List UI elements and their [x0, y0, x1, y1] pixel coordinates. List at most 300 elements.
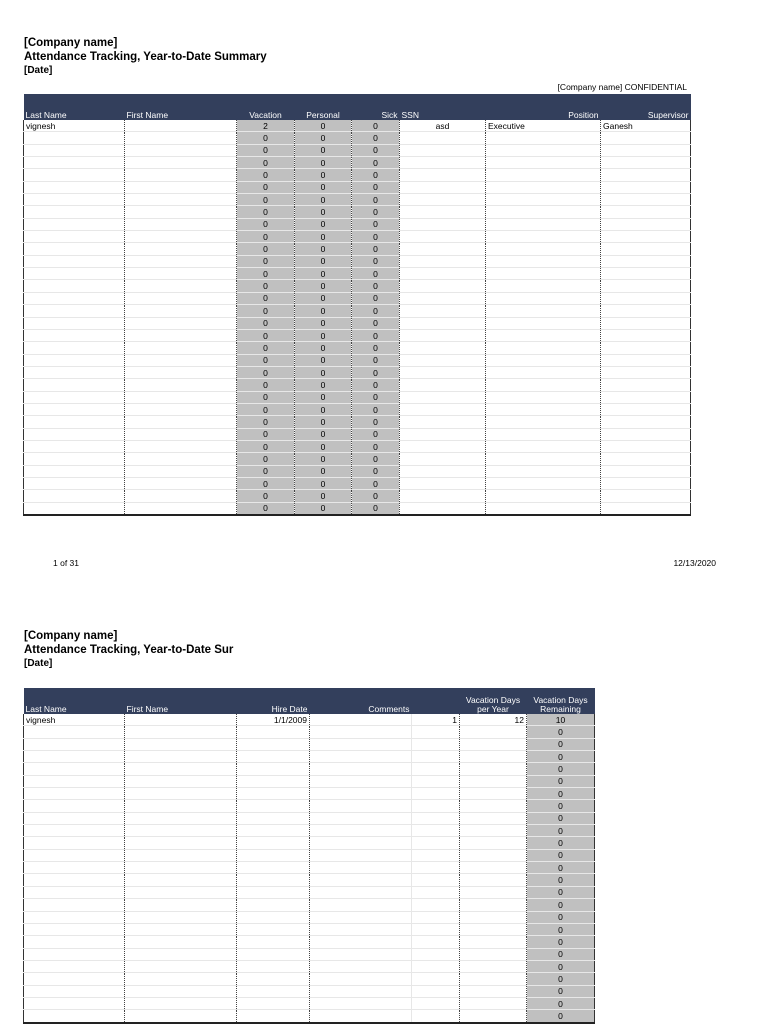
- cell-personal[interactable]: 0: [295, 416, 352, 428]
- cell-first-name[interactable]: [125, 985, 237, 997]
- cell-first-name[interactable]: [125, 243, 237, 255]
- cell-sick[interactable]: 0: [352, 305, 400, 317]
- cell-last-name[interactable]: [24, 305, 125, 317]
- cell-position[interactable]: [486, 342, 601, 354]
- cell-days-remaining[interactable]: 10: [527, 714, 595, 726]
- cell-first-name[interactable]: [125, 911, 237, 923]
- cell-personal[interactable]: 0: [295, 342, 352, 354]
- cell-last-name[interactable]: [24, 775, 125, 787]
- cell-vacation[interactable]: 0: [237, 157, 295, 169]
- cell-hire-date[interactable]: [237, 936, 310, 948]
- cell-sick[interactable]: 0: [352, 181, 400, 193]
- cell-last-name[interactable]: [24, 997, 125, 1009]
- cell-last-name[interactable]: [24, 329, 125, 341]
- cell-first-name[interactable]: [125, 862, 237, 874]
- cell-last-name[interactable]: [24, 354, 125, 366]
- cell-ssn[interactable]: [400, 243, 486, 255]
- cell-last-name[interactable]: [24, 132, 125, 144]
- cell-first-name[interactable]: [125, 144, 237, 156]
- cell-position[interactable]: [486, 403, 601, 415]
- cell-personal[interactable]: 0: [295, 157, 352, 169]
- cell-last-name[interactable]: [24, 255, 125, 267]
- cell-supervisor[interactable]: [601, 280, 691, 292]
- cell-first-name[interactable]: [125, 923, 237, 935]
- cell-position[interactable]: [486, 354, 601, 366]
- cell-hire-date[interactable]: [237, 997, 310, 1009]
- cell-sick[interactable]: 0: [352, 379, 400, 391]
- cell-personal[interactable]: 0: [295, 268, 352, 280]
- cell-first-name[interactable]: [125, 936, 237, 948]
- cell-supervisor[interactable]: [601, 268, 691, 280]
- cell-hire-date[interactable]: [237, 849, 310, 861]
- cell-days-per-year[interactable]: [460, 960, 527, 972]
- cell-vacation[interactable]: 0: [237, 194, 295, 206]
- cell-hire-date[interactable]: [237, 923, 310, 935]
- cell-supervisor[interactable]: [601, 317, 691, 329]
- cell-ssn[interactable]: [400, 255, 486, 267]
- cell-sick[interactable]: 0: [352, 120, 400, 132]
- cell-first-name[interactable]: [125, 812, 237, 824]
- cell-supervisor[interactable]: [601, 157, 691, 169]
- cell-extra[interactable]: [412, 936, 460, 948]
- cell-comments[interactable]: [310, 997, 412, 1009]
- cell-extra[interactable]: [412, 763, 460, 775]
- cell-last-name[interactable]: [24, 960, 125, 972]
- cell-ssn[interactable]: [400, 416, 486, 428]
- cell-position[interactable]: [486, 465, 601, 477]
- cell-supervisor[interactable]: [601, 329, 691, 341]
- cell-hire-date[interactable]: [237, 812, 310, 824]
- cell-first-name[interactable]: [125, 157, 237, 169]
- cell-first-name[interactable]: [125, 726, 237, 738]
- cell-vacation[interactable]: 0: [237, 132, 295, 144]
- cell-comments[interactable]: [310, 936, 412, 948]
- cell-first-name[interactable]: [125, 329, 237, 341]
- cell-ssn[interactable]: [400, 280, 486, 292]
- cell-last-name[interactable]: [24, 465, 125, 477]
- cell-sick[interactable]: 0: [352, 366, 400, 378]
- cell-supervisor[interactable]: [601, 206, 691, 218]
- cell-comments[interactable]: [310, 775, 412, 787]
- cell-days-remaining[interactable]: 0: [527, 1010, 595, 1023]
- cell-first-name[interactable]: [125, 342, 237, 354]
- cell-extra[interactable]: [412, 726, 460, 738]
- cell-hire-date[interactable]: [237, 862, 310, 874]
- cell-first-name[interactable]: [125, 849, 237, 861]
- cell-sick[interactable]: 0: [352, 440, 400, 452]
- cell-last-name[interactable]: [24, 181, 125, 193]
- cell-first-name[interactable]: [125, 218, 237, 230]
- cell-ssn[interactable]: [400, 218, 486, 230]
- cell-last-name[interactable]: [24, 763, 125, 775]
- cell-sick[interactable]: 0: [352, 157, 400, 169]
- cell-days-remaining[interactable]: 0: [527, 948, 595, 960]
- cell-days-per-year[interactable]: [460, 738, 527, 750]
- cell-personal[interactable]: 0: [295, 280, 352, 292]
- cell-days-remaining[interactable]: 0: [527, 874, 595, 886]
- cell-supervisor[interactable]: [601, 144, 691, 156]
- cell-sick[interactable]: 0: [352, 292, 400, 304]
- cell-sick[interactable]: 0: [352, 255, 400, 267]
- cell-personal[interactable]: 0: [295, 206, 352, 218]
- cell-hire-date[interactable]: [237, 751, 310, 763]
- cell-sick[interactable]: 0: [352, 490, 400, 502]
- cell-vacation[interactable]: 0: [237, 218, 295, 230]
- cell-days-remaining[interactable]: 0: [527, 936, 595, 948]
- cell-personal[interactable]: 0: [295, 231, 352, 243]
- cell-position[interactable]: [486, 292, 601, 304]
- cell-ssn[interactable]: asd: [400, 120, 486, 132]
- cell-first-name[interactable]: [125, 391, 237, 403]
- cell-personal[interactable]: 0: [295, 403, 352, 415]
- cell-last-name[interactable]: [24, 911, 125, 923]
- cell-days-per-year[interactable]: [460, 788, 527, 800]
- cell-last-name[interactable]: [24, 849, 125, 861]
- cell-first-name[interactable]: [125, 132, 237, 144]
- cell-last-name[interactable]: [24, 490, 125, 502]
- cell-first-name[interactable]: [125, 440, 237, 452]
- cell-last-name[interactable]: [24, 936, 125, 948]
- cell-days-remaining[interactable]: 0: [527, 911, 595, 923]
- cell-vacation[interactable]: 0: [237, 416, 295, 428]
- cell-first-name[interactable]: [125, 751, 237, 763]
- cell-hire-date[interactable]: [237, 985, 310, 997]
- cell-extra[interactable]: [412, 985, 460, 997]
- cell-first-name[interactable]: [125, 181, 237, 193]
- cell-first-name[interactable]: [125, 477, 237, 489]
- cell-personal[interactable]: 0: [295, 169, 352, 181]
- cell-days-remaining[interactable]: 0: [527, 923, 595, 935]
- cell-first-name[interactable]: [125, 899, 237, 911]
- cell-comments[interactable]: [310, 985, 412, 997]
- cell-hire-date[interactable]: [237, 899, 310, 911]
- cell-supervisor[interactable]: [601, 255, 691, 267]
- cell-personal[interactable]: 0: [295, 255, 352, 267]
- cell-personal[interactable]: 0: [295, 354, 352, 366]
- cell-position[interactable]: [486, 379, 601, 391]
- cell-days-per-year[interactable]: [460, 862, 527, 874]
- cell-first-name[interactable]: [125, 305, 237, 317]
- cell-supervisor[interactable]: [601, 342, 691, 354]
- cell-last-name[interactable]: [24, 862, 125, 874]
- cell-position[interactable]: [486, 280, 601, 292]
- cell-days-remaining[interactable]: 0: [527, 738, 595, 750]
- cell-ssn[interactable]: [400, 403, 486, 415]
- cell-comments[interactable]: [310, 837, 412, 849]
- cell-ssn[interactable]: [400, 268, 486, 280]
- cell-comments[interactable]: [310, 862, 412, 874]
- cell-days-remaining[interactable]: 0: [527, 763, 595, 775]
- cell-days-remaining[interactable]: 0: [527, 751, 595, 763]
- cell-last-name[interactable]: [24, 317, 125, 329]
- cell-sick[interactable]: 0: [352, 169, 400, 181]
- cell-ssn[interactable]: [400, 329, 486, 341]
- cell-days-per-year[interactable]: [460, 874, 527, 886]
- cell-last-name[interactable]: [24, 169, 125, 181]
- cell-position[interactable]: [486, 194, 601, 206]
- cell-sick[interactable]: 0: [352, 453, 400, 465]
- cell-ssn[interactable]: [400, 132, 486, 144]
- cell-days-remaining[interactable]: 0: [527, 812, 595, 824]
- cell-comments[interactable]: [310, 874, 412, 886]
- cell-first-name[interactable]: [125, 874, 237, 886]
- cell-ssn[interactable]: [400, 181, 486, 193]
- cell-position[interactable]: [486, 366, 601, 378]
- cell-personal[interactable]: 0: [295, 428, 352, 440]
- cell-first-name[interactable]: [125, 428, 237, 440]
- cell-vacation[interactable]: 0: [237, 231, 295, 243]
- cell-sick[interactable]: 0: [352, 268, 400, 280]
- cell-last-name[interactable]: [24, 206, 125, 218]
- cell-ssn[interactable]: [400, 477, 486, 489]
- cell-extra[interactable]: [412, 862, 460, 874]
- cell-days-remaining[interactable]: 0: [527, 788, 595, 800]
- cell-personal[interactable]: 0: [295, 181, 352, 193]
- cell-supervisor[interactable]: [601, 428, 691, 440]
- cell-sick[interactable]: 0: [352, 194, 400, 206]
- cell-first-name[interactable]: [125, 997, 237, 1009]
- cell-extra[interactable]: [412, 825, 460, 837]
- cell-last-name[interactable]: [24, 800, 125, 812]
- cell-extra[interactable]: [412, 960, 460, 972]
- cell-ssn[interactable]: [400, 342, 486, 354]
- cell-supervisor[interactable]: [601, 465, 691, 477]
- cell-sick[interactable]: 0: [352, 465, 400, 477]
- cell-sick[interactable]: 0: [352, 477, 400, 489]
- cell-days-per-year[interactable]: [460, 948, 527, 960]
- cell-days-remaining[interactable]: 0: [527, 886, 595, 898]
- cell-first-name[interactable]: [125, 490, 237, 502]
- cell-ssn[interactable]: [400, 305, 486, 317]
- cell-sick[interactable]: 0: [352, 218, 400, 230]
- cell-sick[interactable]: 0: [352, 280, 400, 292]
- cell-days-remaining[interactable]: 0: [527, 985, 595, 997]
- cell-vacation[interactable]: 0: [237, 403, 295, 415]
- cell-supervisor[interactable]: [601, 169, 691, 181]
- cell-last-name[interactable]: [24, 923, 125, 935]
- cell-position[interactable]: [486, 243, 601, 255]
- cell-first-name[interactable]: [125, 788, 237, 800]
- cell-ssn[interactable]: [400, 144, 486, 156]
- cell-personal[interactable]: 0: [295, 292, 352, 304]
- cell-comments[interactable]: [310, 738, 412, 750]
- cell-first-name[interactable]: [125, 948, 237, 960]
- cell-comments[interactable]: [310, 812, 412, 824]
- cell-first-name[interactable]: [125, 738, 237, 750]
- cell-days-per-year[interactable]: [460, 763, 527, 775]
- cell-vacation[interactable]: 0: [237, 502, 295, 515]
- cell-last-name[interactable]: [24, 886, 125, 898]
- cell-last-name[interactable]: [24, 416, 125, 428]
- cell-last-name[interactable]: [24, 453, 125, 465]
- cell-supervisor[interactable]: Ganesh: [601, 120, 691, 132]
- cell-position[interactable]: [486, 132, 601, 144]
- cell-extra[interactable]: [412, 812, 460, 824]
- cell-vacation[interactable]: 0: [237, 428, 295, 440]
- cell-last-name[interactable]: [24, 292, 125, 304]
- cell-first-name[interactable]: [125, 886, 237, 898]
- cell-supervisor[interactable]: [601, 194, 691, 206]
- cell-personal[interactable]: 0: [295, 305, 352, 317]
- cell-supervisor[interactable]: [601, 416, 691, 428]
- cell-days-per-year[interactable]: [460, 726, 527, 738]
- cell-sick[interactable]: 0: [352, 231, 400, 243]
- cell-first-name[interactable]: [125, 800, 237, 812]
- cell-days-per-year[interactable]: [460, 800, 527, 812]
- cell-days-remaining[interactable]: 0: [527, 899, 595, 911]
- cell-extra[interactable]: [412, 874, 460, 886]
- cell-first-name[interactable]: [125, 416, 237, 428]
- cell-last-name[interactable]: [24, 391, 125, 403]
- cell-days-per-year[interactable]: [460, 936, 527, 948]
- cell-extra[interactable]: [412, 886, 460, 898]
- cell-last-name[interactable]: [24, 428, 125, 440]
- cell-hire-date[interactable]: [237, 800, 310, 812]
- cell-vacation[interactable]: 0: [237, 317, 295, 329]
- cell-hire-date[interactable]: [237, 726, 310, 738]
- cell-vacation[interactable]: 0: [237, 379, 295, 391]
- cell-last-name[interactable]: [24, 157, 125, 169]
- cell-personal[interactable]: 0: [295, 477, 352, 489]
- cell-extra[interactable]: [412, 751, 460, 763]
- cell-position[interactable]: [486, 490, 601, 502]
- cell-sick[interactable]: 0: [352, 144, 400, 156]
- cell-first-name[interactable]: [125, 973, 237, 985]
- cell-days-per-year[interactable]: [460, 911, 527, 923]
- cell-first-name[interactable]: [125, 206, 237, 218]
- cell-ssn[interactable]: [400, 453, 486, 465]
- cell-days-per-year[interactable]: [460, 973, 527, 985]
- cell-vacation[interactable]: 0: [237, 268, 295, 280]
- cell-days-per-year[interactable]: [460, 886, 527, 898]
- cell-days-per-year[interactable]: [460, 751, 527, 763]
- cell-ssn[interactable]: [400, 354, 486, 366]
- cell-extra[interactable]: [412, 923, 460, 935]
- cell-last-name[interactable]: [24, 502, 125, 515]
- cell-sick[interactable]: 0: [352, 416, 400, 428]
- cell-position[interactable]: [486, 453, 601, 465]
- cell-supervisor[interactable]: [601, 502, 691, 515]
- cell-hire-date[interactable]: [237, 960, 310, 972]
- cell-position[interactable]: [486, 305, 601, 317]
- cell-supervisor[interactable]: [601, 453, 691, 465]
- cell-last-name[interactable]: [24, 342, 125, 354]
- cell-comments[interactable]: [310, 1010, 412, 1023]
- cell-days-per-year[interactable]: 12: [460, 714, 527, 726]
- cell-position[interactable]: [486, 231, 601, 243]
- cell-last-name[interactable]: [24, 243, 125, 255]
- cell-sick[interactable]: 0: [352, 329, 400, 341]
- cell-ssn[interactable]: [400, 428, 486, 440]
- cell-first-name[interactable]: [125, 255, 237, 267]
- cell-extra[interactable]: [412, 800, 460, 812]
- cell-days-remaining[interactable]: 0: [527, 726, 595, 738]
- cell-hire-date[interactable]: 1/1/2009: [237, 714, 310, 726]
- cell-vacation[interactable]: 0: [237, 329, 295, 341]
- cell-personal[interactable]: 0: [295, 243, 352, 255]
- cell-hire-date[interactable]: [237, 874, 310, 886]
- cell-comments[interactable]: [310, 923, 412, 935]
- cell-hire-date[interactable]: [237, 738, 310, 750]
- cell-supervisor[interactable]: [601, 305, 691, 317]
- cell-comments[interactable]: [310, 849, 412, 861]
- cell-extra[interactable]: [412, 738, 460, 750]
- cell-first-name[interactable]: [125, 403, 237, 415]
- cell-days-remaining[interactable]: 0: [527, 862, 595, 874]
- cell-sick[interactable]: 0: [352, 132, 400, 144]
- cell-first-name[interactable]: [125, 1010, 237, 1023]
- cell-vacation[interactable]: 0: [237, 169, 295, 181]
- cell-first-name[interactable]: [125, 465, 237, 477]
- cell-ssn[interactable]: [400, 391, 486, 403]
- cell-last-name[interactable]: [24, 738, 125, 750]
- cell-first-name[interactable]: [125, 231, 237, 243]
- cell-ssn[interactable]: [400, 231, 486, 243]
- cell-comments[interactable]: [310, 763, 412, 775]
- cell-vacation[interactable]: 0: [237, 206, 295, 218]
- cell-supervisor[interactable]: [601, 403, 691, 415]
- cell-extra[interactable]: [412, 775, 460, 787]
- cell-supervisor[interactable]: [601, 379, 691, 391]
- cell-comments[interactable]: [310, 886, 412, 898]
- cell-days-per-year[interactable]: [460, 849, 527, 861]
- cell-hire-date[interactable]: [237, 911, 310, 923]
- cell-last-name[interactable]: [24, 726, 125, 738]
- cell-last-name[interactable]: [24, 366, 125, 378]
- cell-last-name[interactable]: [24, 268, 125, 280]
- cell-supervisor[interactable]: [601, 243, 691, 255]
- cell-position[interactable]: [486, 181, 601, 193]
- cell-days-remaining[interactable]: 0: [527, 775, 595, 787]
- cell-sick[interactable]: 0: [352, 206, 400, 218]
- cell-last-name[interactable]: [24, 440, 125, 452]
- cell-days-per-year[interactable]: [460, 997, 527, 1009]
- cell-sick[interactable]: 0: [352, 502, 400, 515]
- cell-days-per-year[interactable]: [460, 775, 527, 787]
- cell-days-remaining[interactable]: 0: [527, 997, 595, 1009]
- cell-extra[interactable]: [412, 1010, 460, 1023]
- cell-vacation[interactable]: 0: [237, 243, 295, 255]
- cell-vacation[interactable]: 0: [237, 366, 295, 378]
- cell-last-name[interactable]: [24, 874, 125, 886]
- cell-sick[interactable]: 0: [352, 342, 400, 354]
- cell-last-name[interactable]: [24, 899, 125, 911]
- cell-extra[interactable]: [412, 948, 460, 960]
- cell-position[interactable]: [486, 218, 601, 230]
- cell-ssn[interactable]: [400, 366, 486, 378]
- cell-days-remaining[interactable]: 0: [527, 973, 595, 985]
- cell-position[interactable]: Executive: [486, 120, 601, 132]
- cell-comments[interactable]: [310, 973, 412, 985]
- cell-personal[interactable]: 0: [295, 391, 352, 403]
- cell-ssn[interactable]: [400, 317, 486, 329]
- cell-last-name[interactable]: [24, 812, 125, 824]
- cell-extra[interactable]: [412, 911, 460, 923]
- cell-hire-date[interactable]: [237, 886, 310, 898]
- cell-first-name[interactable]: [125, 837, 237, 849]
- cell-personal[interactable]: 0: [295, 366, 352, 378]
- cell-first-name[interactable]: [125, 960, 237, 972]
- cell-last-name[interactable]: [24, 948, 125, 960]
- cell-last-name[interactable]: [24, 403, 125, 415]
- cell-position[interactable]: [486, 440, 601, 452]
- cell-last-name[interactable]: [24, 1010, 125, 1023]
- cell-days-remaining[interactable]: 0: [527, 825, 595, 837]
- cell-ssn[interactable]: [400, 440, 486, 452]
- cell-days-per-year[interactable]: [460, 923, 527, 935]
- cell-last-name[interactable]: [24, 194, 125, 206]
- cell-comments[interactable]: [310, 714, 412, 726]
